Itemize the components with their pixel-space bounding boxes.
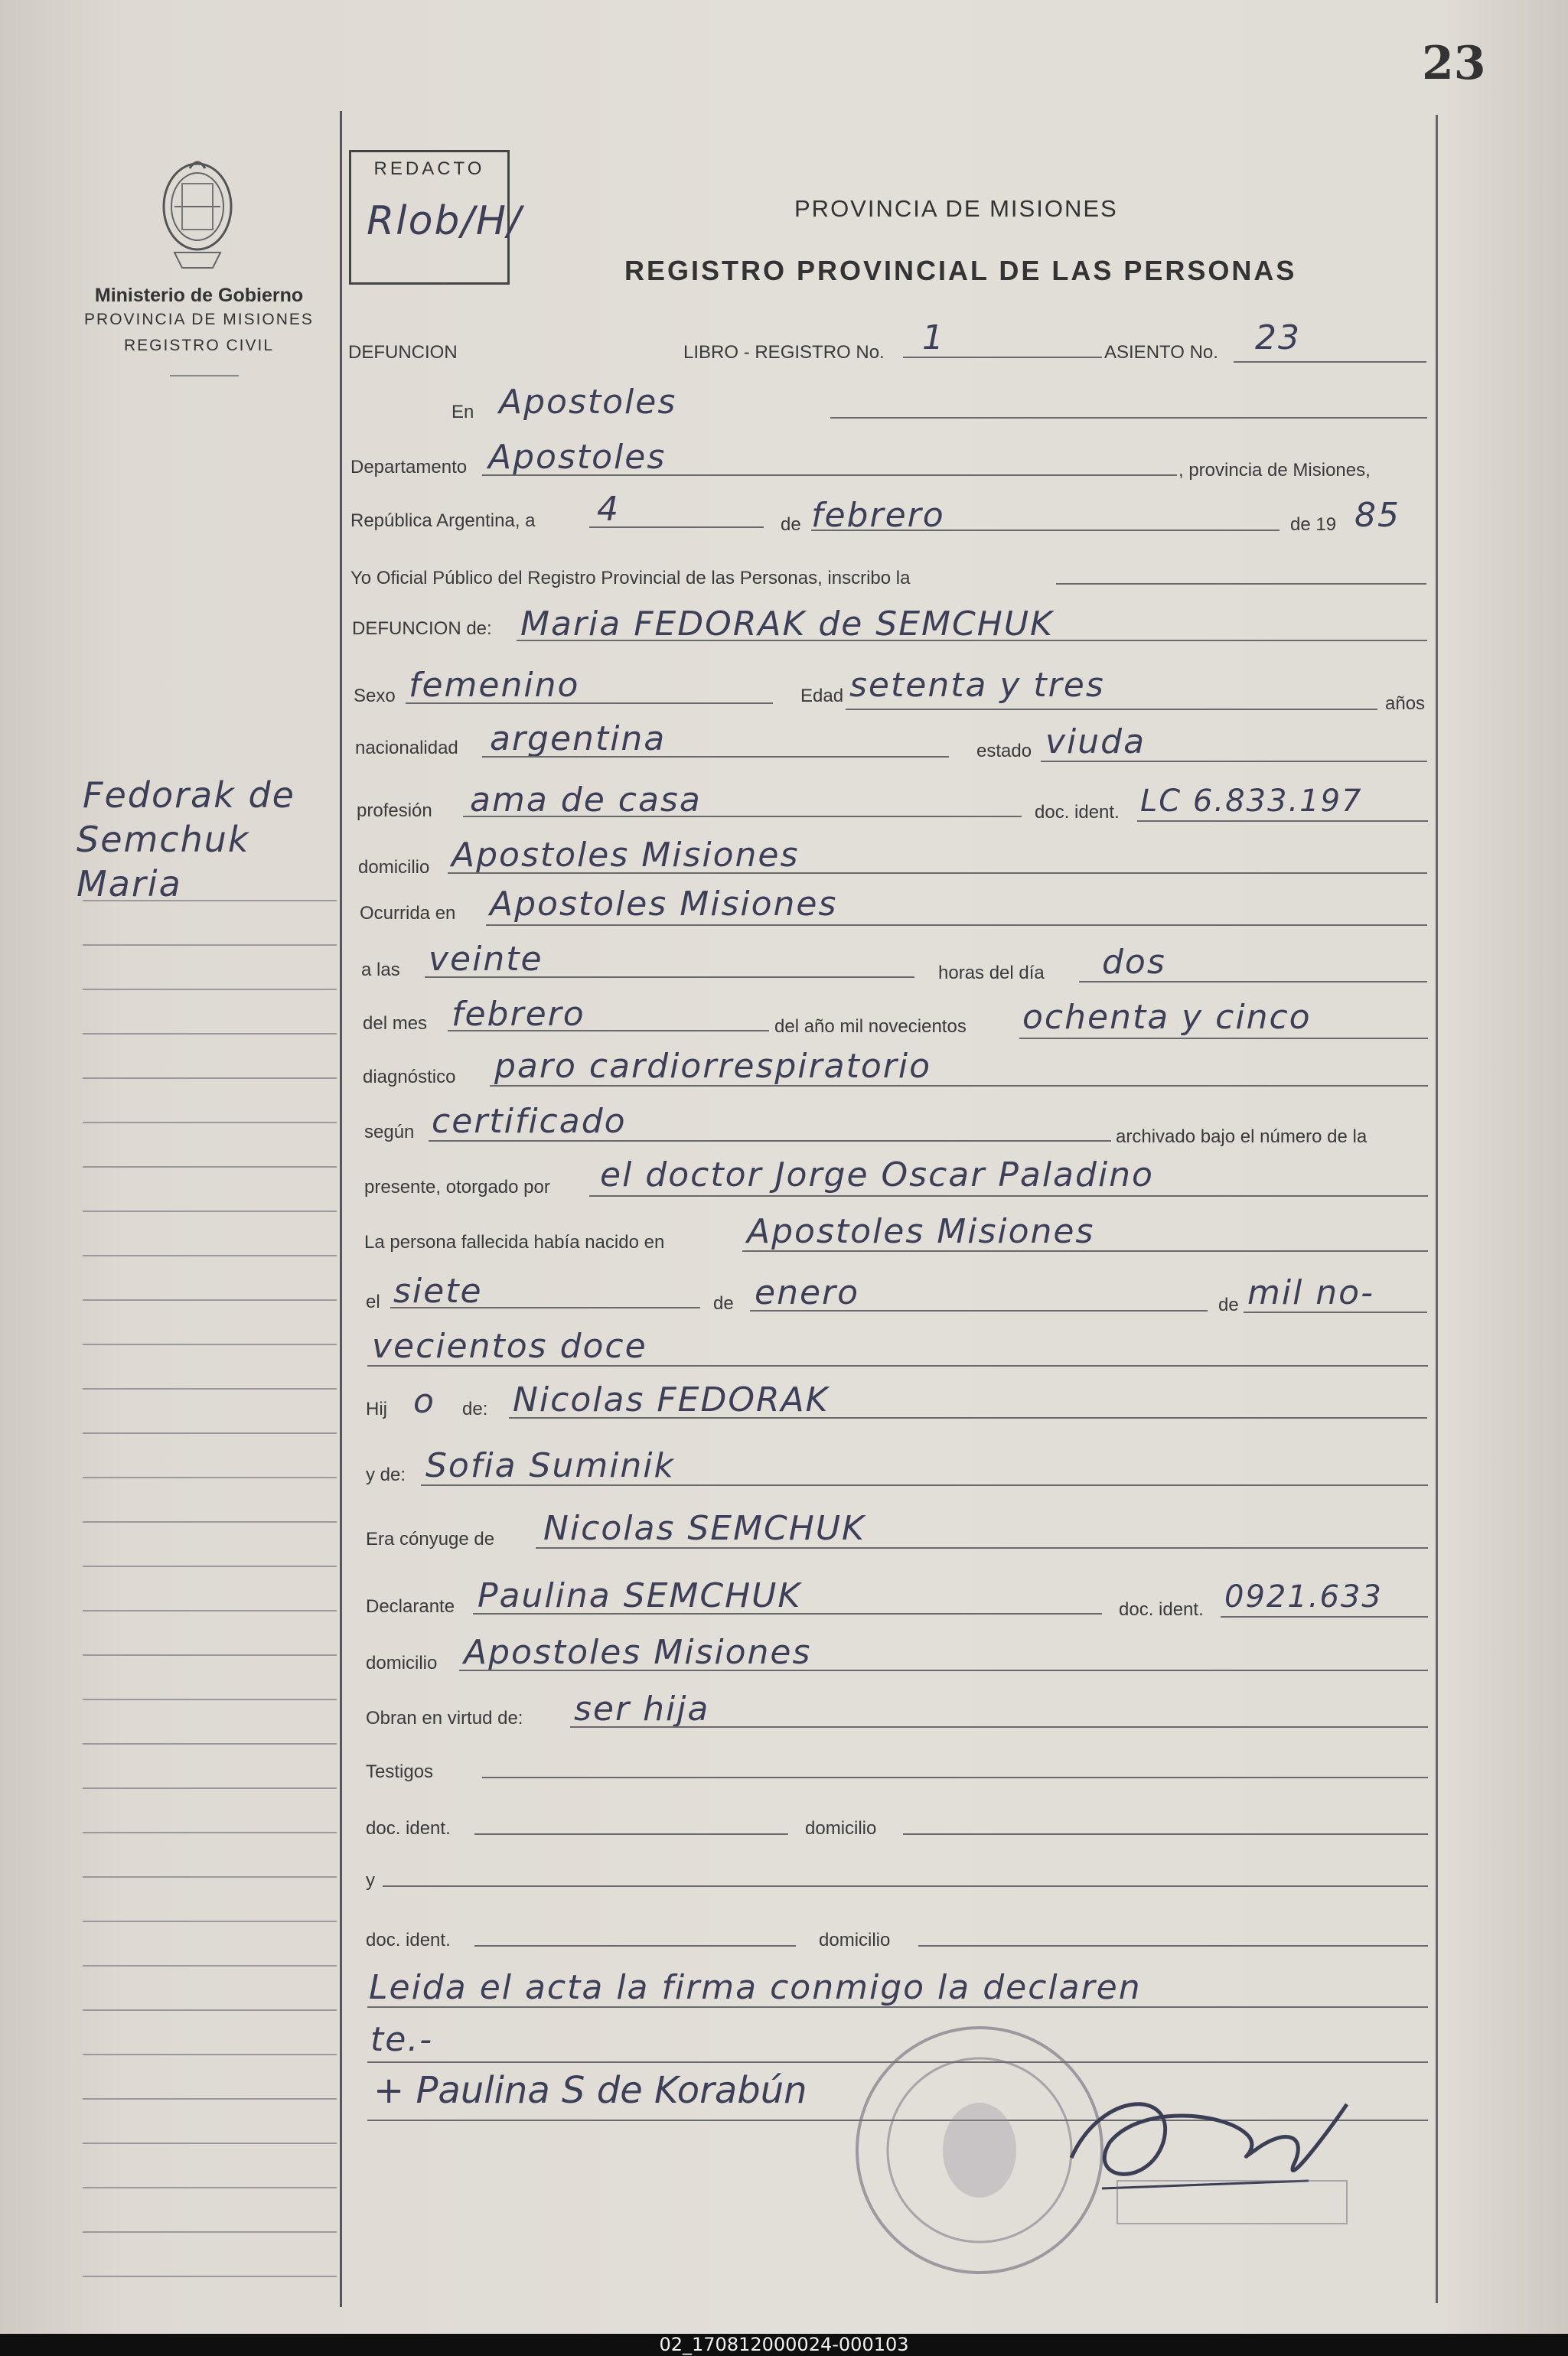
- profesion-line: [463, 816, 1022, 817]
- archivado-text: archivado bajo el número de la: [1116, 1126, 1368, 1147]
- doc-ident-line: [1137, 820, 1428, 822]
- diagnostico-label: diagnóstico: [363, 1067, 456, 1087]
- estado-label: estado: [976, 741, 1032, 761]
- presente-label: presente, otorgado por: [364, 1177, 550, 1198]
- margin-ruled-line: [83, 1077, 337, 1079]
- en-line: [830, 417, 1427, 419]
- margin-ruled-line: [83, 2009, 337, 2011]
- margin-ruled-line: [83, 1965, 337, 1967]
- republica-label: República Argentina, a: [350, 510, 536, 531]
- doc-ident4-label: doc. ident.: [366, 1930, 451, 1950]
- act-type: DEFUNCION: [348, 342, 458, 363]
- margin-name-line2: Semchuk: [77, 819, 250, 860]
- domicilio-label: domicilio: [358, 857, 430, 878]
- conyuge-value: Nicolas SEMCHUK: [543, 1509, 865, 1548]
- edad-value: setenta y tres: [849, 666, 1105, 705]
- defuncion-de-line: [517, 640, 1427, 641]
- margin-rule: [340, 111, 342, 2307]
- delanio-value: ochenta y cinco: [1022, 998, 1312, 1037]
- margin-ruled-line: [83, 1477, 337, 1478]
- persona-value: Apostoles Misiones: [747, 1212, 1095, 1251]
- margin-ruled-line: [83, 1255, 337, 1256]
- testigos-label: Testigos: [366, 1761, 434, 1782]
- persona-label: La persona fallecida había nacido en: [364, 1232, 665, 1253]
- doc-ident2-value: 0921.633: [1224, 1579, 1383, 1615]
- asiento-value: 23: [1255, 318, 1301, 357]
- estado-value: viuda: [1045, 722, 1146, 761]
- obran-value: ser hija: [574, 1690, 710, 1729]
- domicilio3-label: domicilio: [805, 1818, 877, 1839]
- de3-label: de: [1218, 1295, 1239, 1315]
- margin-ruled-line: [83, 900, 337, 901]
- ministry-title: Ministerio de Gobierno: [94, 285, 304, 306]
- doc-ident3-line: [474, 1833, 788, 1835]
- margin-ruled-line: [83, 1122, 337, 1123]
- de2-value: enero: [755, 1273, 860, 1312]
- el-value: siete: [393, 1272, 483, 1311]
- y-label: y: [366, 1870, 375, 1891]
- persona-line: [742, 1250, 1428, 1252]
- official-signature-icon: [1056, 2058, 1377, 2227]
- coat-of-arms-icon: [152, 153, 243, 275]
- provincia-text: , provincia de Misiones,: [1178, 460, 1371, 481]
- vecientos-line: [367, 1365, 1428, 1367]
- delmes-value: febrero: [451, 995, 585, 1034]
- redacto-box: [349, 150, 523, 285]
- footer-id: 02_170812000024-000103: [659, 2334, 909, 2355]
- dia-value: 4: [597, 490, 620, 529]
- obran-label: Obran en virtud de:: [366, 1708, 523, 1729]
- margin-ruled-line: [83, 1921, 337, 1922]
- declarante-value: Paulina SEMCHUK: [478, 1576, 802, 1615]
- obran-line: [570, 1726, 1428, 1728]
- edad-label: Edad: [800, 686, 844, 706]
- horas-line: [1079, 981, 1427, 982]
- sexo-label: Sexo: [354, 686, 396, 706]
- domicilio-line: [448, 872, 1427, 874]
- el-label: el: [366, 1292, 380, 1312]
- de3-value: mil no-: [1247, 1273, 1374, 1312]
- anos-label: años: [1385, 693, 1426, 714]
- ocurrida-label: Ocurrida en: [360, 903, 456, 924]
- leida-line2: te.-: [370, 2020, 434, 2059]
- delmes-label: del mes: [363, 1013, 428, 1034]
- doc-ident2-label: doc. ident.: [1119, 1599, 1204, 1620]
- de19-label: de 19: [1290, 514, 1337, 535]
- oficial-text: Yo Oficial Público del Registro Provincial de las Personas, inscribo la: [350, 568, 911, 588]
- departamento-label: Departamento: [350, 457, 468, 477]
- margin-ruled-line: [83, 1521, 337, 1523]
- estado-line: [1041, 761, 1427, 762]
- alas-line: [425, 976, 914, 978]
- margin-ruled-line: [83, 1388, 337, 1390]
- margin-ruled-line: [83, 2098, 337, 2100]
- asiento-label: ASIENTO No.: [1104, 342, 1218, 363]
- footer-id-bar: [0, 2334, 1568, 2356]
- profesion-value: ama de casa: [470, 780, 702, 820]
- defuncion-de-value: Maria FEDORAK de SEMCHUK: [520, 604, 1054, 644]
- margin-ruled-line: [83, 1432, 337, 1434]
- departamento-line: [482, 474, 1177, 476]
- province-heading: PROVINCIA DE MISIONES: [794, 195, 1118, 222]
- domicilio-value: Apostoles Misiones: [451, 836, 800, 875]
- hij-label: Hij: [366, 1399, 387, 1419]
- vecientos-value: vecientos doce: [372, 1327, 647, 1366]
- declarante-line: [473, 1613, 1102, 1615]
- margin-ruled-line: [83, 1566, 337, 1567]
- margin-ruled-line: [83, 1299, 337, 1301]
- hij-line: [509, 1417, 1427, 1419]
- el-line: [390, 1307, 700, 1308]
- margin-ruled-line: [83, 1832, 337, 1833]
- margin-ruled-line: [83, 944, 337, 946]
- horas-label: horas del día: [938, 963, 1045, 983]
- nacionalidad-value: argentina: [490, 719, 667, 758]
- profesion-label: profesión: [357, 800, 432, 821]
- delmes-line: [448, 1030, 769, 1031]
- registry-heading: REGISTRO PROVINCIAL DE LAS PERSONAS: [624, 255, 1297, 286]
- libro-line: [903, 357, 1102, 358]
- delanio-label: del año mil novecientos: [774, 1016, 967, 1037]
- redacto-initials: Rlob/H/: [367, 198, 523, 244]
- anio-value: 85: [1354, 496, 1400, 535]
- en-label: En: [451, 402, 474, 422]
- hij-de-label: de:: [462, 1399, 488, 1419]
- domicilio3-line: [903, 1833, 1428, 1835]
- ministry-divider: [170, 375, 239, 376]
- domicilio2-label: domicilio: [366, 1653, 438, 1673]
- domicilio4-label: domicilio: [819, 1930, 891, 1950]
- testigos-line: [482, 1777, 1428, 1778]
- margin-ruled-line: [83, 1610, 337, 1611]
- libro-value: 1: [922, 318, 945, 357]
- en-value: Apostoles: [499, 383, 677, 422]
- redacto-label: REDACTO: [373, 158, 485, 179]
- margin-ruled-line: [83, 2054, 337, 2055]
- yde-label: y de:: [366, 1465, 406, 1485]
- conyuge-label: Era cónyuge de: [366, 1529, 495, 1549]
- margin-ruled-line: [83, 2187, 337, 2188]
- ministry-registry: REGISTRO CIVIL: [123, 337, 275, 354]
- doc-ident2-line: [1221, 1616, 1428, 1618]
- mes-line: [811, 530, 1280, 531]
- segun-value: certificado: [432, 1102, 627, 1141]
- departamento-value: Apostoles: [488, 438, 667, 477]
- page-number: 23: [1422, 37, 1486, 90]
- diagnostico-line: [490, 1085, 1428, 1087]
- segun-label: según: [364, 1122, 415, 1142]
- mes-value: febrero: [811, 496, 945, 535]
- ocurrida-value: Apostoles Misiones: [490, 885, 838, 924]
- right-border: [1436, 115, 1438, 2303]
- horas-value: dos: [1102, 943, 1166, 982]
- hij-value: Nicolas FEDORAK: [513, 1380, 830, 1419]
- margin-ruled-line: [83, 1876, 337, 1878]
- margin-ruled-line: [83, 2143, 337, 2144]
- defuncion-de-label: DEFUNCION de:: [352, 618, 492, 639]
- doc-ident-label: doc. ident.: [1035, 802, 1120, 823]
- diagnostico-value: paro cardiorrespiratorio: [494, 1047, 931, 1086]
- libro-label: LIBRO - REGISTRO No.: [683, 342, 885, 363]
- leida-line1-rule: [367, 2006, 1428, 2008]
- domicilio4-line: [918, 1945, 1428, 1947]
- margin-ruled-line: [83, 989, 337, 990]
- domicilio2-line: [459, 1670, 1428, 1671]
- doc-ident4-line: [474, 1945, 796, 1947]
- sexo-line: [406, 702, 773, 704]
- de-label: de: [781, 514, 801, 535]
- margin-ruled-line: [83, 1033, 337, 1035]
- dia-line: [589, 526, 764, 528]
- declarante-label: Declarante: [366, 1596, 455, 1617]
- nacionalidad-label: nacionalidad: [355, 738, 458, 758]
- y-line: [383, 1885, 1428, 1887]
- ocurrida-line: [486, 924, 1427, 926]
- conyuge-line: [536, 1547, 1428, 1549]
- de2-line: [750, 1310, 1208, 1312]
- doc-ident3-label: doc. ident.: [366, 1818, 451, 1839]
- margin-name-line3: Maria: [77, 863, 182, 904]
- margin-ruled-line: [83, 2231, 337, 2233]
- alas-value: veinte: [429, 940, 543, 979]
- margin-ruled-line: [83, 1699, 337, 1700]
- asiento-line: [1234, 361, 1426, 363]
- margin-ruled-line: [83, 1787, 337, 1789]
- margin-ruled-line: [83, 1166, 337, 1168]
- segun-line: [429, 1140, 1111, 1142]
- ministry-province: PROVINCIA DE MISIONES: [84, 311, 314, 328]
- doc-ident-value: LC 6.833.197: [1140, 784, 1363, 819]
- presente-value: el doctor Jorge Oscar Paladino: [600, 1155, 1154, 1194]
- sexo-value: femenino: [409, 666, 580, 705]
- margin-ruled-line: [83, 1344, 337, 1345]
- edad-line: [846, 709, 1377, 710]
- hij-suffix: o: [413, 1382, 435, 1421]
- delanio-line: [1019, 1038, 1428, 1039]
- de3-line: [1244, 1312, 1427, 1313]
- declarant-signature: + Paulina S de Korabún: [373, 2069, 807, 2112]
- domicilio2-value: Apostoles Misiones: [464, 1633, 812, 1672]
- margin-ruled-line: [83, 1211, 337, 1212]
- oficial-line: [1056, 583, 1426, 585]
- alas-label: a las: [361, 960, 400, 980]
- margin-name-line1: Fedorak de: [83, 774, 295, 816]
- margin-ruled-line: [83, 1654, 337, 1656]
- leida-line1: Leida el acta la firma conmigo la declaren: [369, 1968, 1142, 2007]
- nacionalidad-line: [482, 756, 949, 758]
- margin-ruled-line: [83, 1743, 337, 1745]
- de2-label: de: [713, 1293, 734, 1314]
- yde-line: [421, 1484, 1428, 1486]
- yde-value: Sofia Suminik: [425, 1446, 676, 1485]
- presente-line: [589, 1195, 1428, 1197]
- margin-ruled-line: [83, 2276, 337, 2277]
